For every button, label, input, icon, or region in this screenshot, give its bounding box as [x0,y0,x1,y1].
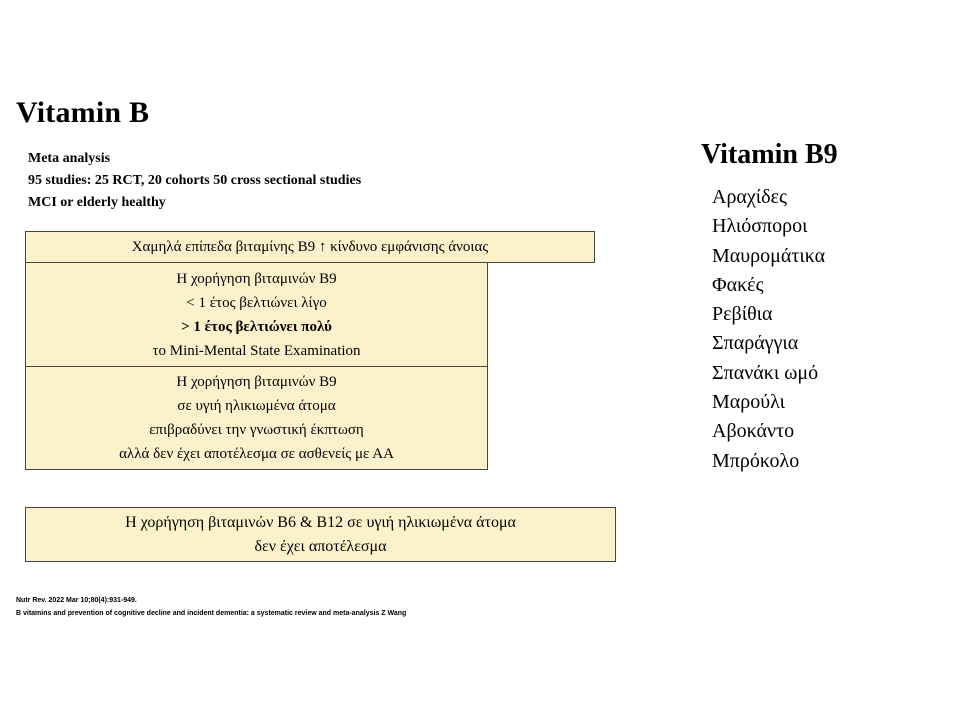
meta-line: Meta analysis [28,151,111,166]
food-item: Μαυρομάτικα [712,244,826,267]
food-item: Ρεβίθια [712,303,773,326]
references [16,594,406,620]
finding-box-low-b9-risk [25,231,595,263]
meta-line: MCI or elderly healthy [28,195,166,210]
slide-title: Vitamin B [16,96,150,129]
finding-line: αλλά δεν έχει αποτέλεσμα σε ασθενείς με ΑΑ [119,446,394,462]
finding-box-b9-mmse [25,262,488,367]
finding-line: το Mini-Mental State Examination [152,342,361,359]
finding-line: Η χορήγηση βιταμινών Β6 & Β12 σε υγιή ηλικιωμένα άτομα [125,513,516,531]
finding-line: σε υγιή ηλικιωμένα άτομα [177,398,336,414]
finding-line: δεν έχει αποτέλεσμα [254,537,387,555]
finding-line-emphasis: > 1 έτος βελτιώνει πολύ [181,318,332,335]
study-summary [28,148,361,214]
food-item: Σπανάκι ωμό [712,361,819,384]
reference-line: Nutr Rev. 2022 Mar 10;80(4):931-949. [16,597,137,604]
b9-sources-title: Vitamin B9 [701,139,838,170]
finding-line: < 1 έτος βελτιώνει λίγο [186,294,327,311]
food-item: Μπρόκολο [712,449,800,472]
finding-line: επιβραδύνει την γνωστική έκπτωση [149,422,364,438]
meta-line: 95 studies: 25 RCT, 20 cohorts 50 cross sectional studies [28,173,362,188]
food-item: Ηλιόσποροι [712,215,808,238]
reference-line: B vitamins and prevention of cognitive decline and incident dementia: a systematic review and meta-analysis Z Wang [16,610,407,617]
food-item: Φακές [712,273,764,296]
finding-box-b9-healthy-elderly [25,366,488,470]
food-item: Μαρούλι [712,391,785,414]
finding-box-b6-b12 [25,507,616,562]
food-item: Αραχίδες [712,186,787,208]
finding-text: Χαμηλά επίπεδα βιταμίνης Β9 ↑ κίνδυνο εμφάνισης άνοιας [131,239,489,255]
finding-line: Η χορήγηση βιταμινών Β9 [176,270,337,287]
food-item: Αβοκάντο [712,420,795,443]
food-item: Σπαράγγια [712,332,799,355]
finding-line: Η χορήγηση βιταμινών Β9 [176,374,337,390]
b9-food-list [712,183,825,476]
